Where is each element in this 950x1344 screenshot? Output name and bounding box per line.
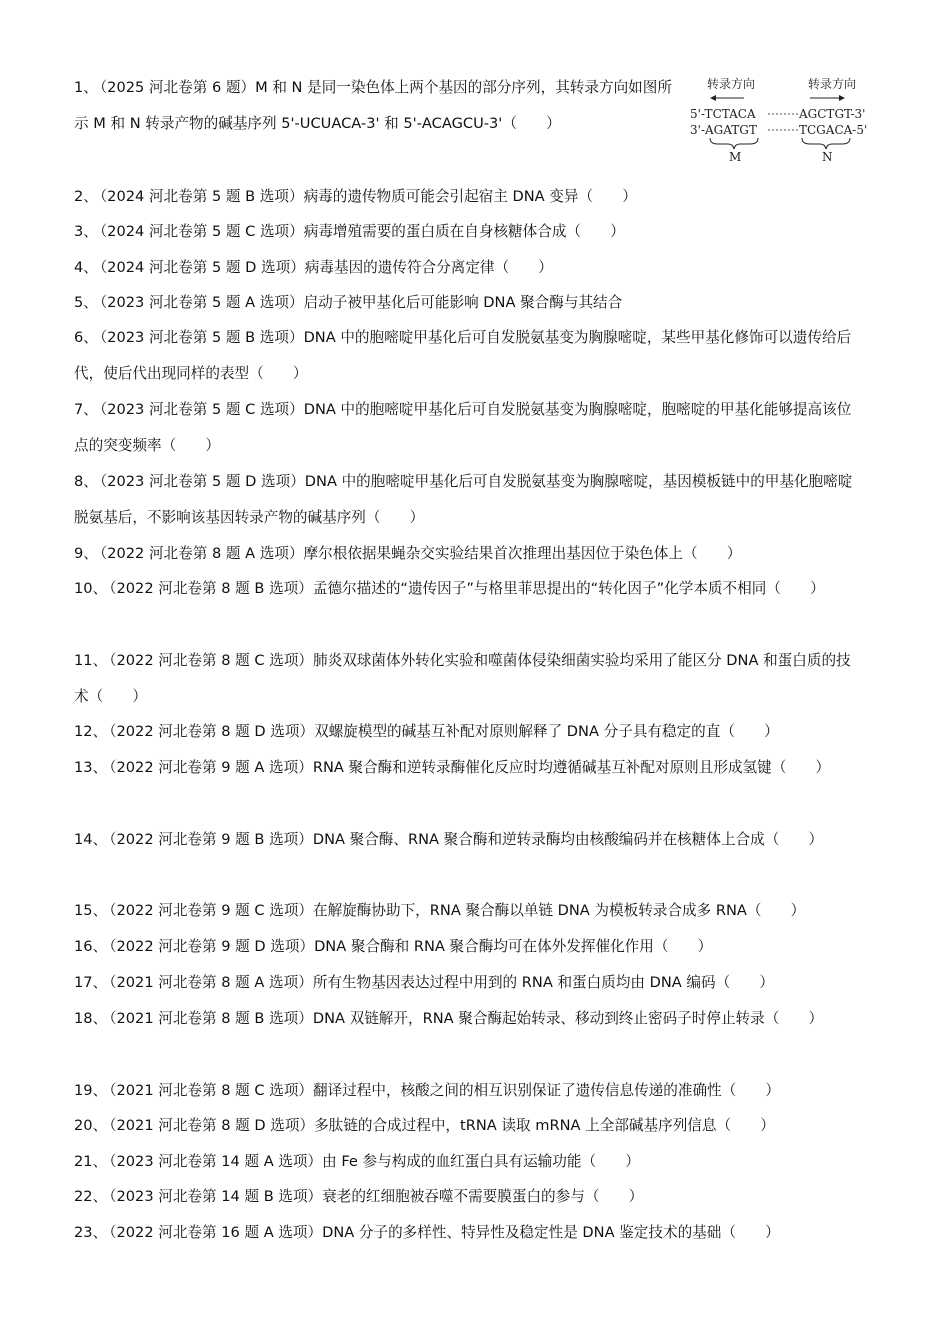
question-15 [74, 893, 864, 929]
question-text: （2022 河北卷第 9 题 C 选项）在解旋酶协助下，RNA 聚合酶以单链 DNA 为模板转录合成多 RNA（ ） [109, 902, 806, 919]
n-arrow-head [839, 95, 845, 101]
question-1 [74, 70, 674, 142]
question-text: （2021 河北卷第 8 题 C 选项）翻译过程中，核酸之间的相互识别保证了遗传信息传递的准确性（ ） [109, 1082, 781, 1099]
transcription-direction-figure [680, 72, 880, 164]
question-2 [74, 179, 864, 215]
question-number: 1、 [74, 79, 98, 96]
question-text: （2024 河北卷第 5 题 B 选项）病毒的遗传物质可能会引起宿主 DNA 变异（ ） [99, 188, 637, 205]
question-17 [74, 965, 864, 1001]
question-number: 12、 [74, 723, 108, 740]
question-text: （2021 河北卷第 8 题 D 选项）多肽链的合成过程中，tRNA 读取 mRNA 上全部碱基序列信息（ ） [109, 1117, 775, 1134]
m-label: M [729, 150, 742, 164]
question-6 [74, 320, 864, 392]
n-direction-label: 转录方向 [808, 77, 857, 91]
m-direction-label: 转录方向 [707, 77, 756, 91]
question-text: （2023 河北卷第 14 题 A 选项）由 Fe 参与构成的血红蛋白具有运输功能（ ） [109, 1153, 640, 1170]
n-label: N [822, 150, 833, 164]
question-number: 23、 [74, 1224, 108, 1241]
m-bottom-strand: 3'-AGATGT [690, 123, 757, 137]
question-4 [74, 250, 864, 286]
n-bottom-strand: TCGACA-5' [799, 123, 868, 137]
question-text: （2022 河北卷第 8 题 A 选项）摩尔根依据果蝇杂交实验结果首次推理出基因位于染色体上（ ） [99, 545, 742, 562]
question-text: （2023 河北卷第 5 题 D 选项）DNA 中的胞嘧啶甲基化后可自发脱氨基变为胸腺嘧啶，基因模板链中的甲基化胞嘧啶脱氨基后，不影响该基因转录产物的碱基序列（ ） [74, 473, 853, 526]
question-text: （2023 河北卷第 5 题 A 选项）启动子被甲基化后可能影响 DNA 聚合酶与其结合 [99, 294, 623, 311]
question-text: （2023 河北卷第 5 题 C 选项）DNA 中的胞嘧啶甲基化后可自发脱氨基变为胸腺嘧啶，胞嘧啶的甲基化能够提高该位点的突变频率（ ） [74, 401, 852, 454]
question-text: （2022 河北卷第 16 题 A 选项）DNA 分子的多样性、特异性及稳定性是 DNA 鉴定技术的基础（ ） [109, 1224, 780, 1241]
question-number: 17、 [74, 974, 108, 991]
question-text: （2022 河北卷第 8 题 B 选项）孟德尔描述的“遗传因子”与格里菲思提出的“转化因子”化学本质不相同（ ） [109, 580, 825, 597]
m-arrow-head [710, 95, 716, 101]
m-brace [710, 138, 758, 149]
question-9 [74, 536, 864, 572]
question-number: 18、 [74, 1010, 108, 1027]
question-10 [74, 571, 864, 607]
question-number: 14、 [74, 831, 108, 848]
question-number: 19、 [74, 1082, 108, 1099]
question-text: （2024 河北卷第 5 题 C 选项）病毒增殖需要的蛋白质在自身核糖体合成（ ） [99, 223, 625, 240]
n-brace [802, 138, 850, 149]
question-text: （2022 河北卷第 9 题 B 选项）DNA 聚合酶、RNA 聚合酶和逆转录酶均由核酸编码并在核糖体上合成（ ） [109, 831, 824, 848]
question-number: 9、 [74, 545, 98, 562]
question-13 [74, 750, 864, 786]
question-22 [74, 1179, 864, 1215]
question-number: 20、 [74, 1117, 108, 1134]
question-11 [74, 643, 864, 715]
question-number: 5、 [74, 294, 98, 311]
question-text: （2022 河北卷第 9 题 D 选项）DNA 聚合酶和 RNA 聚合酶均可在体外发挥催化作用（ ） [109, 938, 713, 955]
question-21 [74, 1144, 864, 1180]
question-text: （2021 河北卷第 8 题 A 选项）所有生物基因表达过程中用到的 RNA 和蛋白质均由 DNA 编码（ ） [109, 974, 774, 991]
question-23 [74, 1215, 864, 1251]
question-16 [74, 929, 864, 965]
question-8 [74, 464, 864, 536]
question-text: （2021 河北卷第 8 题 B 选项）DNA 双链解开，RNA 聚合酶起始转录、移动到终止密码子时停止转录（ ） [109, 1010, 824, 1027]
question-12 [74, 714, 864, 750]
question-text: （2022 河北卷第 9 题 A 选项）RNA 聚合酶和逆转录酶催化反应时均遵循碱基互补配对原则且形成氢键（ ） [109, 759, 831, 776]
question-20 [74, 1108, 864, 1144]
n-top-strand: AGCTGT-3' [799, 107, 866, 121]
question-number: 16、 [74, 938, 108, 955]
question-7 [74, 392, 864, 464]
question-3 [74, 214, 864, 250]
question-number: 13、 [74, 759, 108, 776]
question-number: 7、 [74, 401, 98, 418]
question-number: 2、 [74, 188, 98, 205]
question-text: （2023 河北卷第 14 题 B 选项）衰老的红细胞被吞噬不需要膜蛋白的参与（ ） [109, 1188, 644, 1205]
question-number: 8、 [74, 473, 98, 490]
question-19 [74, 1073, 864, 1109]
question-text: （2024 河北卷第 5 题 D 选项）病毒基因的遗传符合分离定律（ ） [99, 259, 553, 276]
question-number: 15、 [74, 902, 108, 919]
question-number: 6、 [74, 329, 98, 346]
question-number: 3、 [74, 223, 98, 240]
m-top-strand: 5'-TCTACA [690, 107, 756, 121]
question-number: 4、 [74, 259, 98, 276]
question-number: 22、 [74, 1188, 108, 1205]
question-5 [74, 285, 864, 321]
question-18 [74, 1001, 864, 1037]
question-text: （2022 河北卷第 8 题 C 选项）肺炎双球菌体外转化实验和噬菌体侵染细菌实验均采用了能区分 DNA 和蛋白质的技术（ ） [74, 652, 851, 705]
question-number: 11、 [74, 652, 108, 669]
question-14 [74, 822, 864, 858]
question-text: （2023 河北卷第 5 题 B 选项）DNA 中的胞嘧啶甲基化后可自发脱氨基变为胸腺嘧啶，某些甲基化修饰可以遗传给后代，使后代出现同样的表型（ ） [74, 329, 852, 382]
question-text: （2025 河北卷第 6 题）M 和 N 是同一染色体上两个基因的部分序列，其转录方向如图所示 M 和 N 转录产物的碱基序列 5'-UCUACA-3' 和 5'-ACAGCU-3'（ ） [74, 79, 672, 132]
question-number: 21、 [74, 1153, 108, 1170]
question-number: 10、 [74, 580, 108, 597]
question-text: （2022 河北卷第 8 题 D 选项）双螺旋模型的碱基互补配对原则解释了 DNA 分子具有稳定的直（ ） [109, 723, 779, 740]
